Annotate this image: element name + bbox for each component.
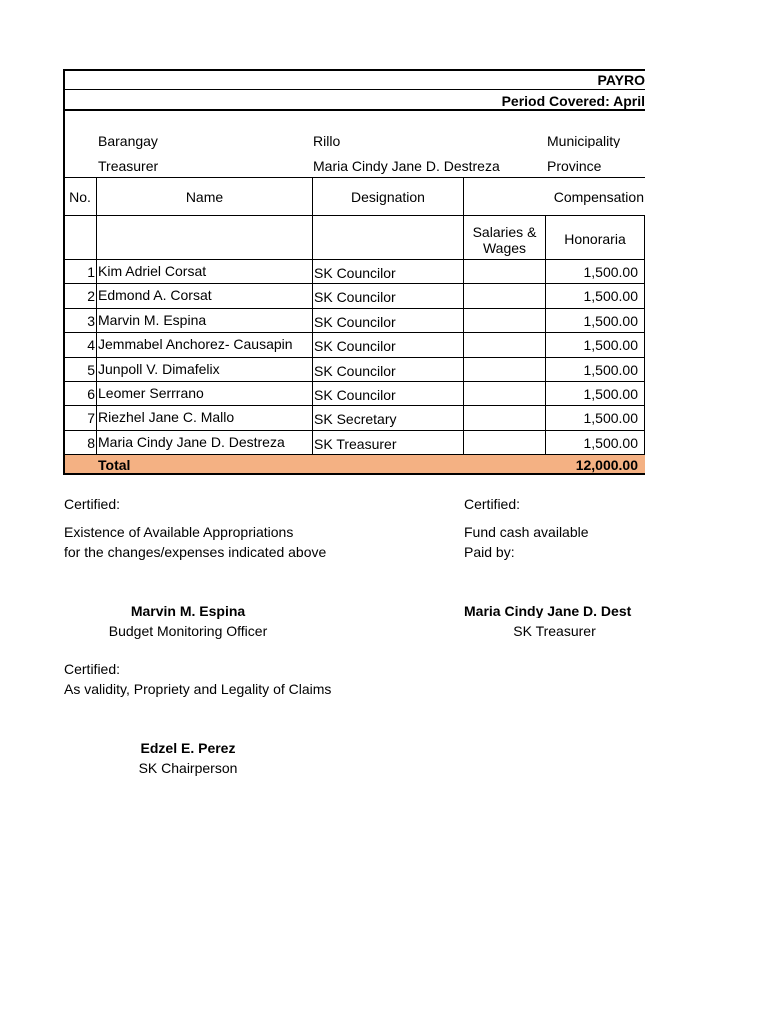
- col-header-salaries-line2: Wages: [482, 240, 527, 256]
- row-number: 6: [87, 386, 95, 402]
- col-header-designation: Designation: [351, 189, 425, 205]
- row-number: 3: [87, 313, 95, 329]
- col-header-name: Name: [185, 189, 224, 205]
- row-bottom-border: [63, 381, 645, 382]
- table-top-border: [63, 69, 645, 71]
- treasurer-signatory-title: SK Treasurer: [513, 623, 596, 639]
- title-bottom-border: [63, 89, 645, 90]
- row-bottom-border: [63, 332, 645, 333]
- chairperson-name: Edzel E. Perez: [140, 740, 236, 756]
- row-honoraria: 1,500.00: [583, 337, 638, 353]
- row-designation: SK Councilor: [314, 314, 396, 330]
- period-covered: Period Covered: April: [501, 93, 645, 109]
- row-designation: SK Councilor: [314, 265, 396, 281]
- col-header-honoraria: Honoraria: [564, 231, 626, 247]
- row-number: 1: [87, 264, 95, 280]
- row-number: 8: [87, 435, 95, 451]
- row-number: 2: [87, 288, 95, 304]
- row-number: 4: [87, 337, 95, 353]
- row-designation: SK Councilor: [314, 363, 396, 379]
- row-designation: SK Secretary: [314, 411, 397, 427]
- row-bottom-border: [63, 283, 645, 284]
- row-designation: SK Councilor: [314, 387, 396, 403]
- header-top-border: [63, 177, 645, 178]
- budget-officer-title: Budget Monitoring Officer: [108, 623, 268, 639]
- row-bottom-border: [63, 430, 645, 431]
- barangay-label: Barangay: [98, 133, 158, 149]
- row-honoraria: 1,500.00: [583, 288, 638, 304]
- period-bottom-border: [63, 109, 645, 111]
- col-divider-name: [312, 177, 313, 454]
- certified-right-label: Certified:: [464, 496, 521, 512]
- rows-top-border: [63, 259, 645, 260]
- row-name: Junpoll V. Dimafelix: [98, 361, 220, 377]
- payroll-title: PAYRO: [597, 72, 645, 88]
- row-honoraria: 1,500.00: [583, 313, 638, 329]
- row-honoraria: 1,500.00: [583, 410, 638, 426]
- treasurer-label: Treasurer: [98, 158, 159, 174]
- total-label: Total: [98, 457, 131, 473]
- row-name: Edmond A. Corsat: [98, 287, 212, 303]
- appropriations-line2: for the changes/expenses indicated above: [64, 544, 327, 560]
- col-divider-designation: [463, 177, 464, 454]
- chairperson-title: SK Chairperson: [138, 760, 238, 776]
- validity-line: As validity, Propriety and Legality of Claims: [64, 681, 332, 697]
- row-bottom-border: [63, 357, 645, 358]
- row-designation: SK Councilor: [314, 338, 396, 354]
- fund-cash-line: Fund cash available: [464, 524, 589, 540]
- paid-by-line: Paid by:: [464, 544, 515, 560]
- table-bottom-border: [63, 473, 645, 475]
- certified-third-label: Certified:: [64, 661, 121, 677]
- barangay-value: Rillo: [313, 133, 341, 149]
- row-bottom-border: [63, 405, 645, 406]
- row-name: Riezhel Jane C. Mallo: [98, 409, 235, 425]
- row-honoraria: 1,500.00: [583, 264, 638, 280]
- total-value: 12,000.00: [575, 457, 638, 473]
- col-header-compensation: Compensation: [553, 189, 644, 205]
- col-header-salaries-line1: Salaries &: [472, 224, 537, 240]
- budget-officer-name: Marvin M. Espina: [130, 603, 246, 619]
- row-name: Kim Adriel Corsat: [98, 263, 207, 279]
- row-bottom-border: [63, 308, 645, 309]
- province-label: Province: [547, 159, 602, 173]
- certified-left-label: Certified:: [64, 496, 121, 512]
- row-honoraria: 1,500.00: [583, 435, 638, 451]
- row-name: Leomer Serrrano: [98, 385, 204, 401]
- row-designation: SK Treasurer: [314, 436, 397, 452]
- treasurer-signatory-name: Maria Cindy Jane D. Dest: [464, 604, 632, 618]
- treasurer-value: Maria Cindy Jane D. Destreza: [313, 158, 500, 174]
- col-header-no: No.: [69, 189, 91, 205]
- municipality-label: Municipality: [547, 134, 621, 148]
- row-number: 7: [87, 410, 95, 426]
- row-designation: SK Councilor: [314, 289, 396, 305]
- row-number: 5: [87, 362, 95, 378]
- row-name: Marvin M. Espina: [98, 312, 207, 328]
- col-divider-no: [96, 177, 97, 454]
- col-divider-honoraria-right: [644, 215, 645, 454]
- row-name: Jemmabel Anchorez- Causapin: [98, 336, 293, 352]
- row-honoraria: 1,500.00: [583, 362, 638, 378]
- row-name: Maria Cindy Jane D. Destreza: [98, 434, 285, 450]
- appropriations-line1: Existence of Available Appropriations: [64, 524, 294, 540]
- col-header-salaries: [464, 224, 545, 256]
- subheader-top-border: [63, 215, 645, 216]
- row-honoraria: 1,500.00: [583, 386, 638, 402]
